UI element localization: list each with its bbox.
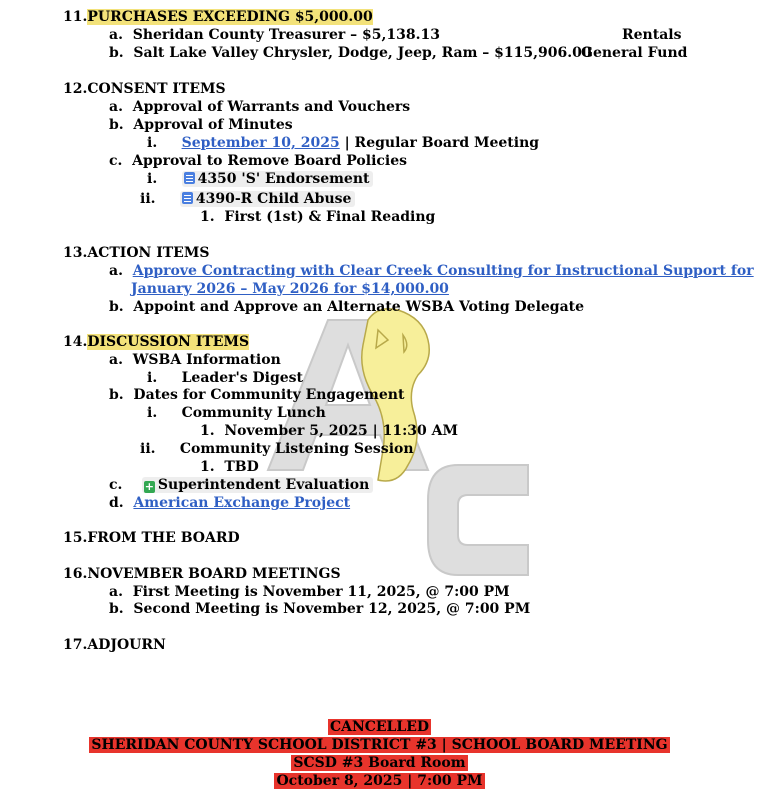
section-title: DISCUSSION ITEMS (87, 334, 250, 350)
cancelled-label: CANCELLED (329, 719, 430, 735)
section-number: 12. (63, 81, 88, 97)
chip-label: Superintendent Evaluation (157, 477, 370, 493)
item-14a-i (147, 369, 303, 387)
footer-location (0, 754, 759, 772)
item-16a (109, 583, 510, 601)
meeting-location: SCSD #3 Board Room (293, 755, 466, 771)
superintendent-evaluation-chip[interactable] (142, 477, 373, 493)
item-11a (109, 26, 440, 44)
section-11-heading (63, 8, 373, 26)
item-text: Approval of Warrants and Vouchers (132, 99, 411, 115)
item-marker: a. (109, 584, 123, 600)
item-marker: b. (109, 45, 124, 61)
item-14b (109, 386, 404, 404)
item-13a (109, 262, 754, 280)
section-14-heading (63, 333, 249, 351)
item-12c-ii (140, 190, 355, 208)
item-text: Approval of Minutes (133, 117, 293, 133)
google-doc-icon (182, 192, 193, 204)
item-text: TBD (224, 459, 259, 475)
item-marker: i. (147, 405, 158, 421)
fund-rentals: Rentals (622, 27, 682, 43)
section-number: 17. (63, 637, 88, 653)
item-marker: b. (109, 117, 124, 133)
footer-datetime (0, 772, 759, 790)
item-marker: i. (147, 135, 158, 151)
section-17-heading (63, 636, 166, 654)
section-number: 11. (63, 9, 88, 25)
section-16-heading (63, 565, 341, 583)
item-text: Community Lunch (181, 405, 326, 421)
exchange-project-link[interactable]: American Exchange Project (133, 495, 351, 511)
item-marker: c. (109, 477, 123, 493)
section-12-heading (63, 80, 226, 98)
item-14a (109, 351, 281, 369)
section-title: ADJOURN (87, 637, 166, 653)
chip-label: 4350 'S' Endorsement (197, 171, 370, 187)
item-marker: d. (109, 495, 124, 511)
item-text: Sheridan County Treasurer – $5,138.13 (132, 27, 440, 43)
item-text: Salt Lake Valley Chrysler, Dodge, Jeep, Ram – $115,906.00 (133, 45, 592, 61)
section-15-heading (63, 529, 240, 547)
item-text: WSBA Information (132, 352, 281, 368)
google-form-plus-icon: + (144, 480, 155, 493)
contract-link[interactable]: Approve Contracting with Clear Creek Consulting for Instructional Support for (132, 263, 754, 279)
item-14c (109, 476, 373, 494)
meeting-datetime: October 8, 2025 | 7:00 PM (276, 773, 483, 789)
item-marker: b. (109, 601, 124, 617)
item-13a-cont (131, 280, 449, 298)
item-marker: a. (109, 99, 123, 115)
section-number: 13. (63, 245, 88, 261)
item-marker: ii. (140, 191, 156, 207)
item-text: Community Listening Session (179, 441, 414, 457)
item-marker: a. (109, 27, 123, 43)
item-text: First Meeting is November 11, 2025, @ 7:00 PM (132, 584, 510, 600)
meeting-name: SHERIDAN COUNTY SCHOOL DISTRICT #3 | SCHOOL BOARD MEETING (91, 737, 668, 753)
item-marker: i. (147, 370, 158, 386)
section-title: FROM THE BOARD (87, 530, 240, 546)
item-text: Leader's Digest (181, 370, 304, 386)
section-number: 16. (63, 566, 88, 582)
item-12c (109, 152, 407, 170)
item-marker: 1. (200, 459, 215, 475)
chip-label: 4390-R Child Abuse (195, 191, 352, 207)
section-title: ACTION ITEMS (87, 245, 210, 261)
section-number: 15. (63, 530, 88, 546)
item-14d (109, 494, 350, 512)
item-marker: b. (109, 387, 124, 403)
section-title: PURCHASES EXCEEDING $5,000.00 (87, 9, 373, 25)
fund-general: General Fund (581, 45, 688, 61)
item-marker: i. (147, 171, 158, 187)
item-text: Dates for Community Engagement (133, 387, 405, 403)
item-marker: a. (109, 263, 123, 279)
item-text: Second Meeting is November 12, 2025, @ 7:00 PM (133, 601, 531, 617)
item-11b (109, 44, 592, 62)
item-text: Approval to Remove Board Policies (132, 153, 408, 169)
item-marker: b. (109, 299, 124, 315)
item-marker: 1. (200, 423, 215, 439)
item-marker: 1. (200, 209, 215, 225)
section-title: NOVEMBER BOARD MEETINGS (87, 566, 341, 582)
item-12b-i (147, 134, 539, 152)
item-text: Appoint and Approve an Alternate WSBA Voting Delegate (133, 299, 585, 315)
item-14b-i-1 (200, 422, 458, 440)
item-text: November 5, 2025 | 11:30 AM (224, 423, 458, 439)
item-marker: a. (109, 352, 123, 368)
section-title: CONSENT ITEMS (87, 81, 226, 97)
item-marker: ii. (140, 441, 156, 457)
minutes-link[interactable]: September 10, 2025 (181, 135, 340, 151)
item-text: | Regular Board Meeting (339, 135, 540, 151)
policy-4350-chip[interactable] (182, 171, 374, 187)
item-12c-ii-1 (200, 208, 435, 226)
item-12c-i (147, 170, 373, 188)
item-marker: c. (109, 153, 123, 169)
item-14b-ii (140, 440, 414, 458)
item-16b (109, 600, 530, 618)
item-14b-i (147, 404, 326, 422)
contract-link-cont[interactable]: January 2026 – May 2026 for $14,000.00 (131, 281, 449, 297)
section-13-heading (63, 244, 209, 262)
footer-cancelled (0, 718, 759, 736)
item-12a (109, 98, 410, 116)
policy-4390-chip[interactable] (180, 191, 356, 207)
item-14b-ii-1 (200, 458, 259, 476)
item-12b (109, 116, 293, 134)
item-text: First (1st) & Final Reading (224, 209, 436, 225)
google-doc-icon (184, 172, 195, 184)
footer-meeting (0, 736, 759, 754)
section-number: 14. (63, 334, 88, 350)
item-13b (109, 298, 584, 316)
